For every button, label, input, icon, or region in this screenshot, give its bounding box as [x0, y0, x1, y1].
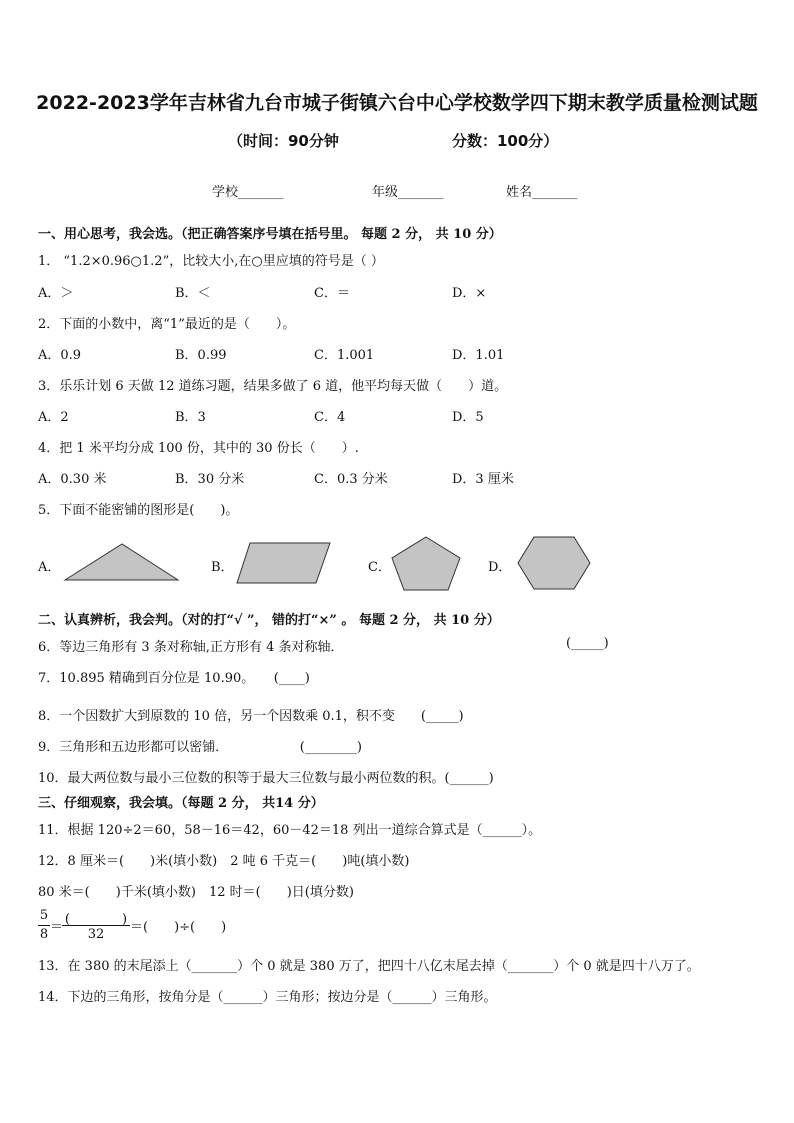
- option-b[interactable]: B．: [211, 560, 234, 575]
- pentagon-shape: [388, 534, 464, 594]
- option-c[interactable]: C．: [368, 560, 391, 575]
- option-d[interactable]: D．: [488, 560, 512, 575]
- option-b[interactable]: B．＜: [175, 286, 211, 301]
- parallelogram-shape: [234, 540, 334, 586]
- option-d[interactable]: D．1.01: [452, 348, 505, 363]
- option-b[interactable]: B．0.99: [175, 348, 227, 363]
- question-5: 5．下面不能密铺的图形是( )。: [38, 503, 239, 518]
- question-6: 6．等边三角形有 3 条对称轴,正方形有 4 条对称轴．: [38, 640, 344, 655]
- question-9: 9．三角形和五边形都可以密铺． (________): [38, 740, 362, 755]
- equals-sign: ＝: [50, 920, 64, 935]
- option-a[interactable]: A．: [38, 560, 61, 575]
- school-field[interactable]: 学校_______: [212, 185, 284, 200]
- question-11: 11．根据 120÷2＝60，58－16＝42，60－42＝18 列出一道综合算式是（______）。: [38, 823, 542, 838]
- time-label: （时间：90分钟: [228, 132, 339, 150]
- question-7: 7．10.895 精确到百分位是 10.90。 (____): [38, 671, 310, 686]
- option-d[interactable]: D．5: [452, 410, 484, 425]
- triangle-shape: [62, 540, 182, 584]
- option-a[interactable]: A．2: [38, 410, 69, 425]
- option-b[interactable]: B．3: [175, 410, 206, 425]
- question-14: 14．下边的三角形，按角分是（______）三角形；按边分是（______）三角形。: [38, 990, 497, 1005]
- section-heading: 一、用心思考，我会选。（把正确答案序号填在括号里。 每题 2 分， 共 10 分）: [38, 227, 502, 242]
- option-a[interactable]: A．0.9: [38, 348, 82, 363]
- option-d[interactable]: D．3 厘米: [452, 472, 514, 487]
- fraction-bar: [62, 925, 130, 926]
- fraction-bar: [38, 925, 50, 926]
- section-heading: 二、认真辨析，我会判。（对的打“√ ”， 错的打“×” 。 每题 2 分， 共 10 分）: [38, 613, 500, 628]
- option-a[interactable]: A．＞: [38, 286, 74, 301]
- hexagon-shape: [514, 534, 594, 592]
- question-12: 12．8 厘米＝( )米(填小数) 2 吨 6 千克＝( )吨(填小数): [38, 854, 410, 869]
- option-c[interactable]: C．4: [314, 410, 346, 425]
- option-b[interactable]: B．30 分米: [175, 472, 245, 487]
- name-field[interactable]: 姓名_______: [506, 185, 578, 200]
- question-8: 8．一个因数扩大到原数的 10 倍，另一个因数乘 0.1，积不变 (_____): [38, 709, 464, 724]
- option-c[interactable]: C．＝: [314, 286, 350, 301]
- question-10: 10．最大两位数与最小三位数的积等于最大三位数与最小两位数的积。(______): [38, 771, 494, 786]
- grade-field[interactable]: 年级_______: [372, 185, 444, 200]
- question-12-part2: 80 米＝( )千米(填小数) 12 时＝( )日(填分数): [38, 885, 354, 900]
- question-3: 3．乐乐计划 6 天做 12 道练习题，结果多做了 6 道，他平均每天做（ ）道。: [38, 379, 508, 394]
- question-1: 1． “1.2×0.96○1.2”，比较大小,在○里应填的符号是（ ）: [38, 254, 384, 269]
- question-2: 2．下面的小数中，离“1”最近的是（ ）。: [38, 317, 296, 332]
- score-label: 分数：100分）: [452, 132, 559, 150]
- fraction-denominator: 32: [87, 927, 105, 942]
- question-13: 13．在 380 的末尾添上（_______）个 0 就是 380 万了，把四十八亿末尾去掉（_______）个 0 就是四十八万了。: [38, 959, 700, 974]
- fraction-numerator-blank[interactable]: ( ): [64, 912, 128, 927]
- division-expression: ＝( )÷( ): [130, 920, 227, 935]
- question-4: 4．把 1 米平均分成 100 份，其中的 30 份长（ ）.: [38, 441, 359, 456]
- section-heading: 三、仔细观察，我会填。（每题 2 分， 共14 分）: [38, 796, 324, 811]
- option-c[interactable]: C．0.3 分米: [314, 472, 388, 487]
- answer-blank[interactable]: (_____): [566, 636, 609, 651]
- option-c[interactable]: C．1.001: [314, 348, 375, 363]
- fraction-numerator: 5: [39, 908, 49, 923]
- option-d[interactable]: D．×: [452, 286, 487, 301]
- page-title: 2022-2023学年吉林省九台市城子街镇六台中心学校数学四下期末教学质量检测试题: [36, 92, 758, 114]
- fraction-denominator: 8: [39, 927, 49, 942]
- option-a[interactable]: A．0.30 米: [38, 472, 107, 487]
